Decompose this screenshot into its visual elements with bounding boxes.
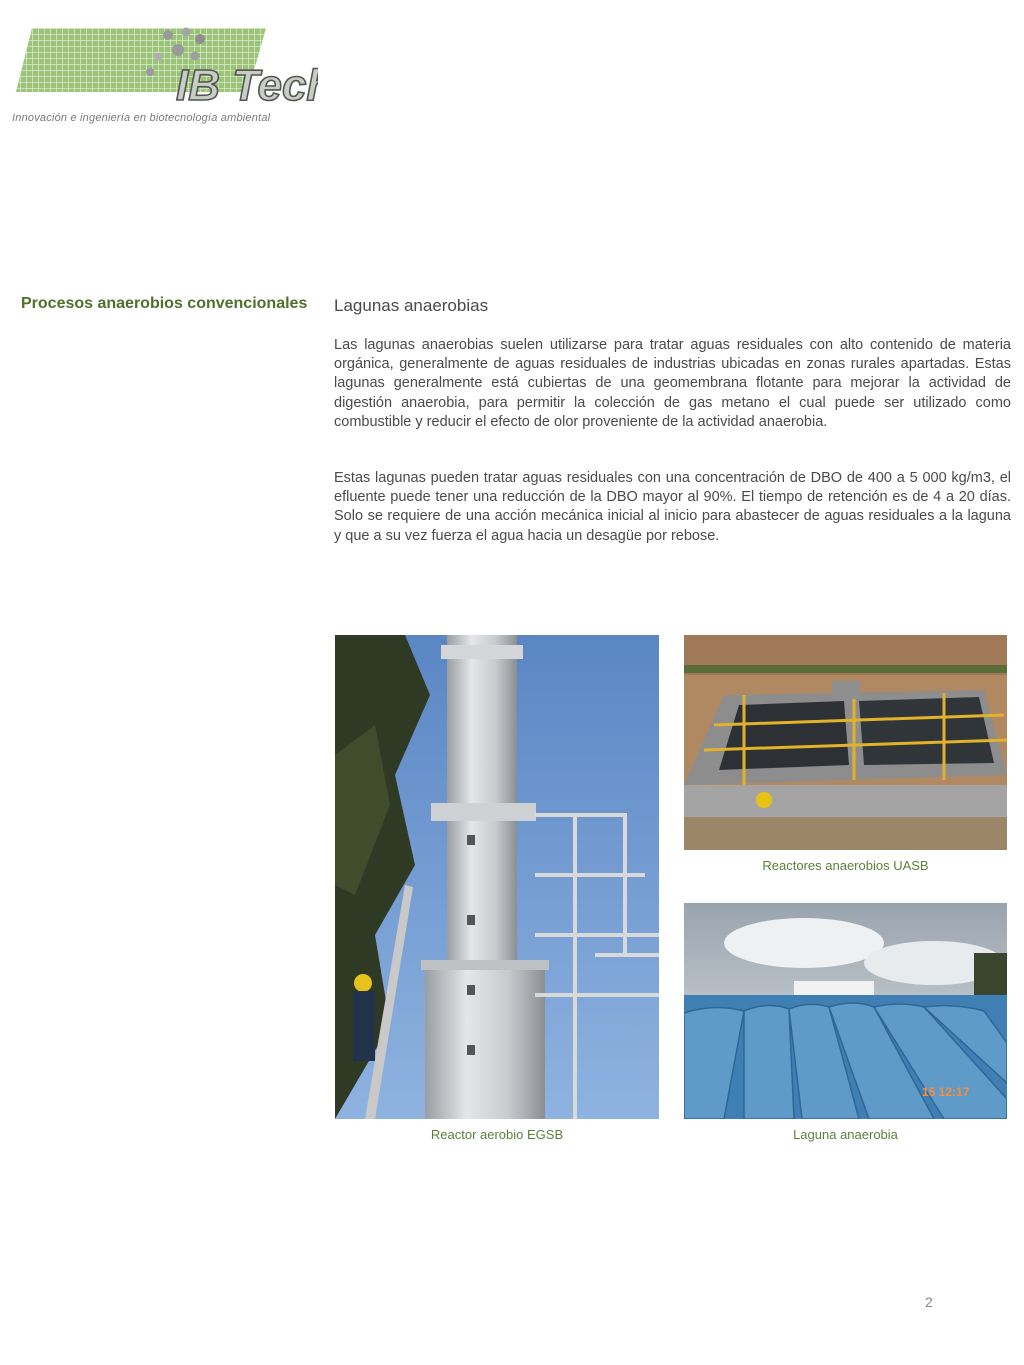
uasb-reactors-photo	[684, 635, 1007, 850]
lagoon-timestamp: 15 12:17	[922, 1085, 970, 1099]
lagoon-caption: Laguna anaerobia	[793, 1127, 898, 1142]
page-number: 2	[925, 1294, 933, 1310]
ibtech-logo	[8, 10, 318, 110]
article-paragraph-1: Las lagunas anaerobias suelen utilizarse para tratar aguas residuales con alto contenido de materia orgánica, generalmente de aguas residuales de industrias ubicadas en zonas rurales apartadas. Estas lagunas generalmente está cubiertas de una geomembrana flotante para mejorar la actividad de digestión anaerobia, para permitir la colección de gas metano el cual puede ser utilizado como combustible y reducir el efecto de olor proveniente de la actividad anaerobia.	[334, 337, 1011, 430]
tagline: Innovación e ingeniería en biotecnología ambiental	[12, 112, 271, 124]
uasb-caption: Reactores anaerobios UASB	[762, 858, 929, 873]
egsb-caption: Reactor aerobio EGSB	[430, 1127, 564, 1142]
anaerobic-lagoon-photo	[684, 903, 1007, 1119]
article-title: Lagunas anaerobias	[334, 296, 489, 315]
logo-wordmark: IB Tech	[176, 61, 318, 110]
egsb-reactor-photo	[335, 635, 659, 1119]
article-paragraph-2: Estas lagunas pueden tratar aguas residuales con una concentración de DBO de 400 a 5 000 kg/m3, el efluente puede tener una reducción de la DBO mayor al 90%. El tiempo de retención es de 4 a 20 días. Solo se requiere de una acción mecánica inicial al inicio para abastecer de aguas residuales a la laguna y que a su vez fuerza el agua hacia un desagüe por rebose.	[334, 470, 1011, 544]
section-title: Procesos anaerobios convencionales	[21, 295, 308, 312]
